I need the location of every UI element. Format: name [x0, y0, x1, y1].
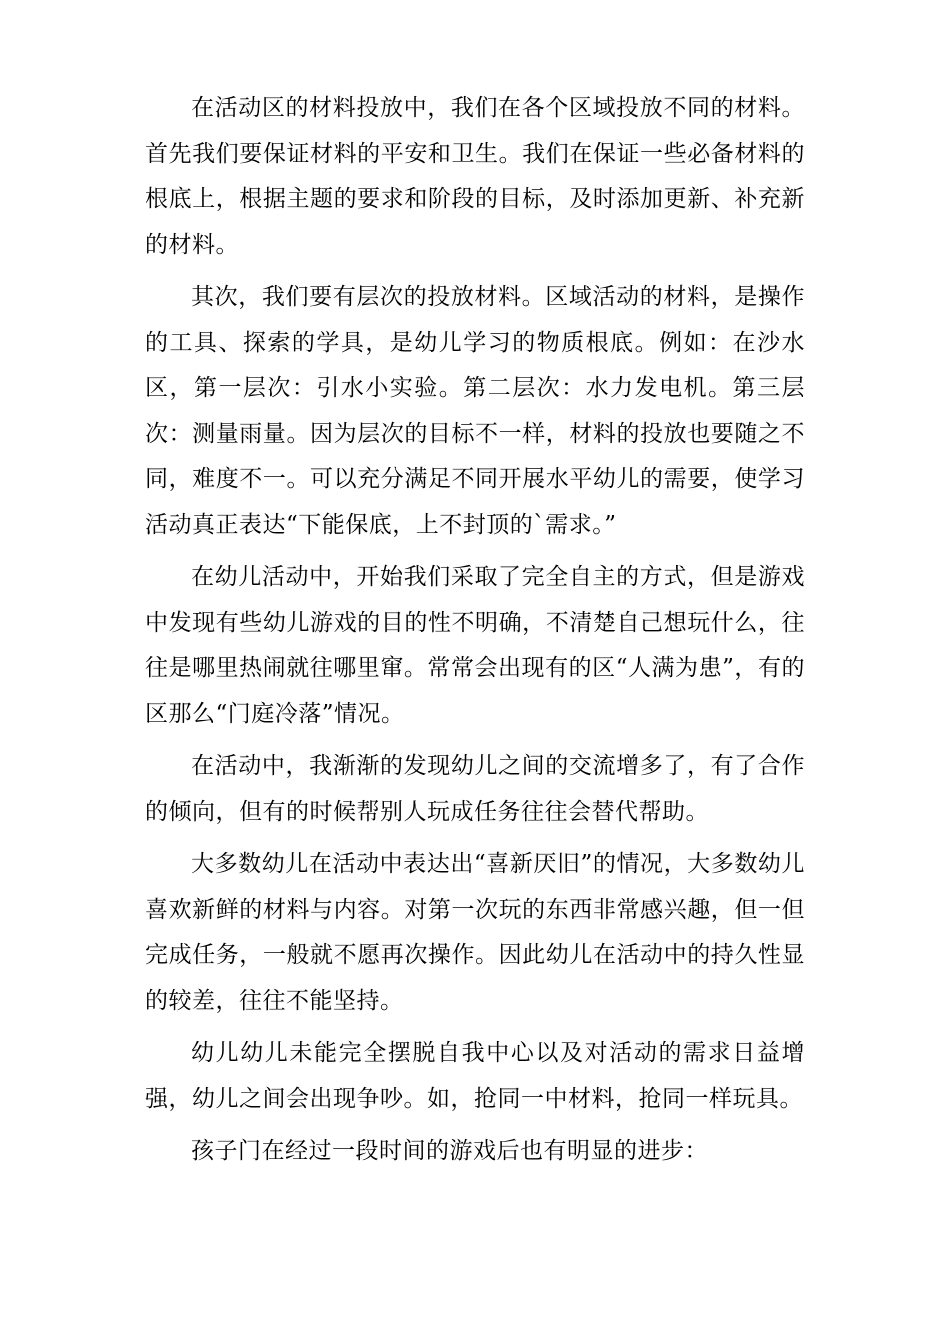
paragraph-cooperation: 在活动中，我渐渐的发现幼儿之间的交流增多了，有了合作的倾向，但有的时候帮别人玩成任务往往会替代帮助。	[145, 753, 805, 825]
paragraph-novelty: 大多数幼儿在活动中表达出“喜新厌旧”的情况，大多数幼儿喜欢新鲜的材料与内容。对第一次玩的东西非常感兴趣，但一但完成任务，一般就不愿再次操作。因此幼儿在活动中的持久性显的较差，往往不能坚持。	[145, 851, 805, 1014]
paragraph-conflicts: 幼儿幼儿未能完全摆脱自我中心以及对活动的需求日益增强，幼儿之间会出现争吵。如，抢同一中材料，抢同一样玩具。	[145, 1040, 805, 1112]
document-body	[145, 86, 805, 1182]
paragraph-progress: 孩子门在经过一段时间的游戏后也有明显的进步：	[191, 1138, 708, 1164]
paragraph-material-levels: 其次，我们要有层次的投放材料。区域活动的材料，是操作的工具、探索的学具，是幼儿学习的物质根底。例如：在沙水区，第一层次：引水小实验。第二层次：水力发电机。第三层次：测量雨量。因为层次的目标不一样，材料的投放也要随之不同，难度不一。可以充分满足不同开展水平幼儿的需要，使学习活动真正表达“下能保底，上不封顶的`需求。”	[145, 284, 805, 538]
paragraph-material-placement: 在活动区的材料投放中，我们在各个区域投放不同的材料。首先我们要保证材料的平安和卫生。我们在保证一些必备材料的根底上，根据主题的要求和阶段的目标，及时添加更新、补充新的材料。	[145, 95, 805, 258]
paragraph-autonomous-play: 在幼儿活动中，开始我们采取了完全自主的方式，但是游戏中发现有些幼儿游戏的目的性不明确，不清楚自己想玩什么，往往是哪里热闹就往哪里窜。常常会出现有的区“人满为患”，有的区那么“门庭冷落”情况。	[145, 564, 805, 727]
